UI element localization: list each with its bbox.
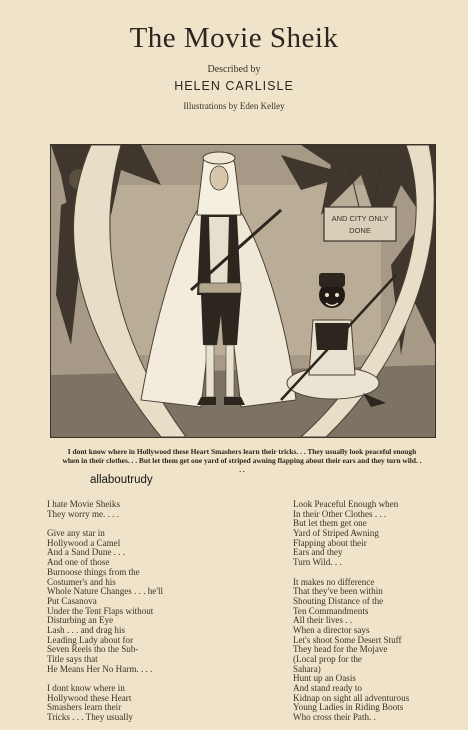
poem-line: Look Peaceful Enough when	[293, 499, 399, 509]
poem-line: It makes no difference	[293, 576, 375, 587]
poem-line: Whole Nature Changes . . . he'll	[47, 586, 164, 597]
poem-line: All their lives . .	[293, 615, 353, 626]
poem-line: Ten Commandments	[293, 605, 369, 616]
poem-line: Disturbing an Eye	[47, 615, 114, 626]
article-title: The Movie Sheik	[129, 22, 339, 54]
poem-line: But let them get one	[293, 518, 367, 529]
illustrations-credit: Illustrations by Eden Kelley	[183, 101, 285, 111]
poem-left-column	[47, 500, 247, 723]
poem-line: When a director says	[293, 624, 370, 635]
poem-line: Yard of Striped Awning	[293, 528, 379, 539]
poem-line: Under the Tent Flaps without	[47, 605, 154, 616]
poem-line: Kidnap on sight all adventurous	[293, 692, 410, 703]
poem-line: Burnoose things from the	[47, 566, 140, 577]
poem-line: Smashers learn their	[47, 702, 122, 713]
poem-line: They worry me. . . .	[47, 508, 119, 519]
poem-line: Ears and they	[293, 547, 343, 558]
poem-line: And stand ready to	[293, 683, 362, 694]
poem-line: Hollywood a Camel	[47, 537, 121, 548]
illustration-svg	[51, 145, 435, 437]
poem-line: Leading Lady about for	[47, 634, 134, 645]
author-name: HELEN CARLISLE	[174, 79, 294, 93]
poem-line: Flapping about their	[293, 537, 367, 548]
poem-line: He Means Her No Harm. . . .	[47, 663, 153, 674]
poem-line: Hunt up an Oasis	[293, 673, 356, 684]
poem-line: Sahara)	[293, 663, 321, 674]
sign-text-line-2: DONE	[349, 226, 371, 235]
poem-line: They head for the Mojave	[293, 644, 388, 655]
poem-line: Hollywood these Heart	[47, 692, 132, 703]
sign-text-line-1: AND CITY ONLY	[331, 214, 389, 223]
illustration-caption: I dont know where in Hollywood these Heart Smashers learn their tricks. . . They usually look peaceful enough when in their clothes. . . But let them get one yard of striped awning flapping about their ears and they turn wild. . . .	[62, 447, 422, 474]
poem-line: And one of those	[47, 557, 110, 568]
poem-line: Put Casanova	[47, 595, 97, 606]
poem-line: Title says that	[47, 654, 98, 664]
poem-line: Who cross their Path. .	[293, 712, 376, 723]
poem-line: Tricks . . . They usually	[47, 712, 133, 723]
poem-line: Give any star in	[47, 528, 105, 539]
byline: Described by	[207, 64, 261, 75]
poem-line: Lash . . . and drag his	[47, 624, 126, 635]
poem-line: I dont know where in	[47, 683, 125, 694]
poem-line: Young Ladies in Riding Boots	[293, 702, 404, 713]
poem-line: In their Other Clothes . . .	[293, 508, 387, 519]
poem-line: I hate Movie Sheiks	[47, 499, 120, 509]
poem-line: (Local prop for the	[293, 654, 362, 664]
poem-line: Let's shoot Some Desert Stuff	[293, 634, 402, 645]
poem-line: Costumer's and his	[47, 576, 116, 587]
sheik-illustration	[50, 144, 436, 438]
poem-right-column	[293, 500, 463, 723]
watermark-text: allaboutrudy	[90, 474, 153, 486]
poem-line: Turn Wild. . .	[293, 557, 342, 568]
poem-line: Shouting Distance of the	[293, 595, 384, 606]
poem-line: And a Sand Dune . . .	[47, 547, 126, 558]
poem-line: That they've been within	[293, 586, 383, 597]
poem-line: Seven Reels tho the Sub-	[47, 644, 139, 655]
